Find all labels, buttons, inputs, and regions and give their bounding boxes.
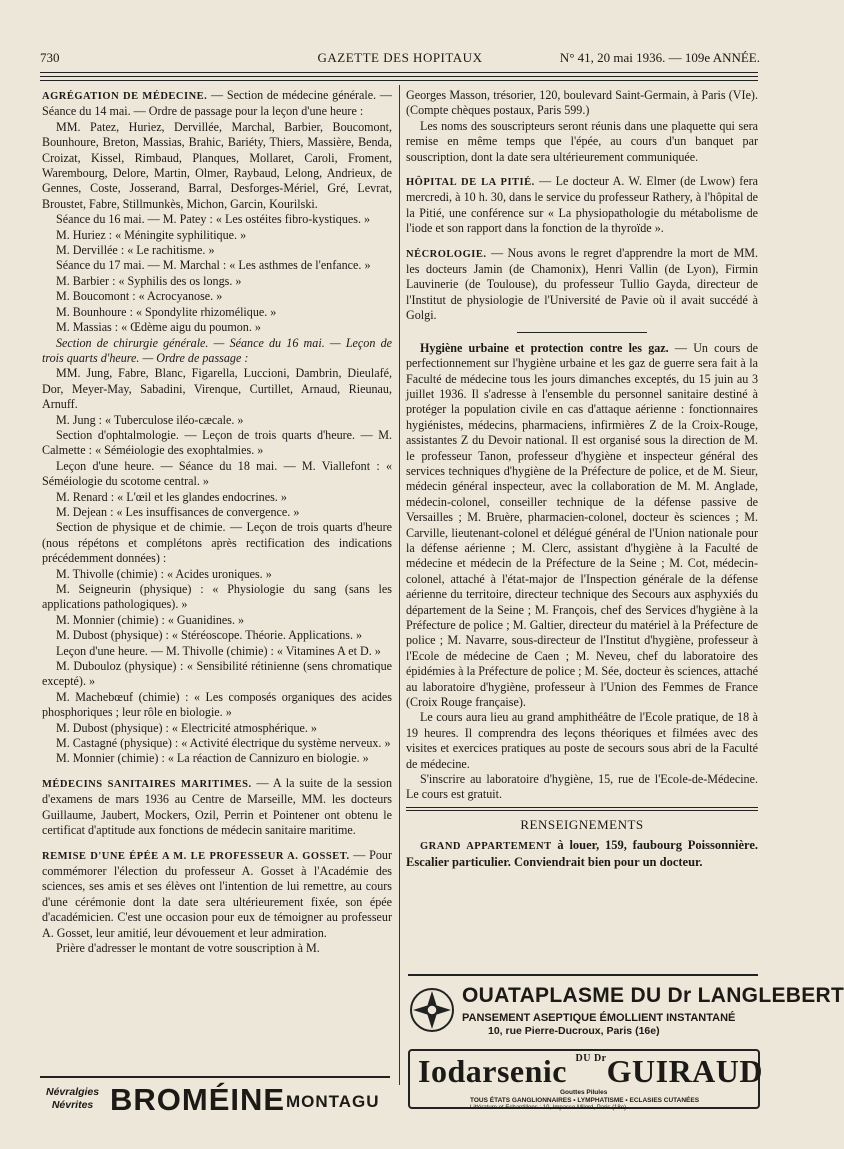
bromeine-rule <box>40 1076 390 1078</box>
agreg-line: Leçon d'une heure. — Séance du 18 mai. — M. Viallefont : « Séméiologie du scotome central. » <box>42 458 392 489</box>
remise-text-2: Prière d'adresser le montant de votre souscription à M. <box>56 940 320 955</box>
pitie-section <box>406 174 758 237</box>
iodarsenic-logo <box>418 1053 763 1090</box>
necrologie-section <box>406 246 758 324</box>
agregation-section <box>42 88 392 120</box>
agreg-line: M. Thivolle (chimie) : « Acides uroniques. » <box>56 566 272 581</box>
gosset-continued: Georges Masson, trésorier, 120, boulevard Saint-Germain, à Paris (VIe). (Compte chèques postaux, Paris 599.) <box>406 88 758 118</box>
agreg-line: M. Jung : « Tuberculose iléo-cæcale. » <box>56 412 244 427</box>
hygiene-heading: Hygiène urbaine et protection contre les gaz. <box>420 340 669 355</box>
agreg-line: Section de physique et de chimie. — Leçon de trois quarts d'heure (nous répétons et complétons après rectification des indications précédemment données) : <box>42 520 392 566</box>
agreg-line: M. Castagné (physique) : « Activité électrique du système nerveux. » <box>56 736 391 751</box>
agreg-line: Séance du 16 mai. — M. Patey : « Les ostéites fibro-kystiques. » <box>56 212 371 227</box>
left-column <box>42 88 392 956</box>
pitie-heading: HÔPITAL DE LA PITIÉ. <box>406 177 535 189</box>
ouataplasme-address: 10, rue Pierre-Ducroux, Paris (16e) <box>488 1025 660 1037</box>
right-column <box>406 88 758 870</box>
agreg-line: Leçon d'une heure. — M. Thivolle (chimie) : « Vitamines A et D. » <box>56 643 381 658</box>
appartement-heading: GRAND APPARTEMENT <box>420 841 552 853</box>
bromeine-ad <box>40 1082 390 1122</box>
gosset-souscripteurs: Les noms des souscripteurs seront réunis dans une plaquette qui sera remise en même temps que l'épée, au cours d'un banquet par souscription, dont la date sera ultérieurement communiquée. <box>406 118 758 164</box>
appartement-ad <box>406 838 758 870</box>
remise-text: — Pour commémorer l'élection du professeur A. Gosset à l'Académie des sciences, ses amis et ses élèves ont l'intention de lui remettre, au cours d'une cérémonie dont la date sera ultérieurement fixée, son épée d'académicien. C'est une occasion pour eux de témoigner au professeur A. Gosset, leur amitié, leur dévouement et leur admiration. <box>42 847 392 940</box>
hygiene-text-3: S'inscrire au laboratoire d'hygiène, 15, rue de l'Ecole-de-Médecine. Le cours est gratuit. <box>406 772 758 802</box>
agreg-line: M. Barbier : « Syphilis des os longs. » <box>56 273 242 288</box>
renseignements-rule-2 <box>406 810 758 811</box>
pitie-text: — Le docteur A. W. Elmer (de Lwow) fera mercredi, à 10 h. 30, dans le service du professeur Rathery, à l'hôpital de la Pitié, une conférence sur « La physiopathologie du métabolisme de l'iode et son rapport dans la fonction de la thyroïde ». <box>406 174 758 236</box>
ouataplasme-subtitle: PANSEMENT ASEPTIQUE ÉMOLLIENT INSTANTANÉ <box>462 1012 736 1024</box>
agreg-line: M. Massias : « Œdème aigu du poumon. » <box>56 320 261 335</box>
page-number: 730 <box>40 50 60 65</box>
agregation-heading: AGRÉGATION DE MÉDECINE. <box>42 91 208 102</box>
iodarsenic-address: Littérature et Echantillons : 10, Impasse Milord, Paris (18e) <box>470 1105 627 1111</box>
ouataplasme-title: OUATAPLASME DU Dr LANGLEBERT <box>462 984 844 1007</box>
section-divider <box>517 332 647 333</box>
hygiene-section <box>406 341 758 711</box>
bromeine-name: BROMÉINE <box>110 1082 286 1117</box>
agregation-intro: — Section de médecine générale. — Séance du 14 mai. — Ordre de passage pour la leçon d'une heure : <box>42 88 392 119</box>
agreg-line: M. Monnier (chimie) : « Guanidines. » <box>56 612 245 627</box>
agreg-line: M. Dervillée : « Le rachitisme. » <box>56 243 215 258</box>
header-rule-bottom <box>40 76 758 77</box>
appartement-text: à louer, 159, faubourg Poissonnière. Escalier particulier. Conviendrait bien pour un docteur. <box>406 838 758 869</box>
hygiene-text: — Un cours de perfectionnement sur l'hygiène urbaine et les gaz de guerre sera fait à la Faculté de médecine tous les jours dimanches exceptés, du 15 juin au 3 juillet 1936. Il s'adresse à l'ensemble du personnel sanitaire destiné à protéger la population civile en cas d'attaque aérienne : fonctionnaires hygiénistes, médecins, pharmaciens, infirmières Z de la Croix-Rouge, assistantes Z du Devoir national. Il est organisé sous la direction de M. le professeur Tanon, professeur d'hygiène et inspecteur général des services techniques d'hygiène de la Préfecture de police, et de M. Sieur, médecin général inspecteur, avec la collaboration de M. M. Anglade, médecin-colonel, conseiller technique de la défense passive de Versailles ; M. Bruère, pharmacien-colonel, docteur ès sciences ; M. Carville, lieutenant-colonel et délégué général de l'Union nationale pour la défense aérienne ; M. Clerc, assistant d'hygiène à la Faculté de médecine et médecin de la Préfecture de la Seine ; M. Cot, médecin-colonel, attaché à l'état-major de l'Inspection générale de la défense aérienne du territoire, directeur technique des Secours aux asphyxiés du département de la Seine ; M. François, chef des Services d'hygiène à la Préfecture de police ; M. Galtier, directeur du matériel à la Préfecture de police ; M. Navarre, sous-directeur de l'Institut d'hygiène, professeur à l'Ecole de médecine de Caen ; M. Neveu, chef du laboratoire des épidémies à la Préfecture de police ; M. Sée, docteur ès sciences, attaché au laboratoire d'hygiène, professeur à l'Union des Femmes de France (Croix Rouge française). <box>406 340 758 710</box>
issue-date: N° 41, 20 mai 1936. — 109e ANNÉE. <box>559 50 760 65</box>
necrologie-text: — Nous avons le regret d'apprendre la mort de MM. les docteurs Jamin (de Chamonix), Henri Vallin (de Lyon), Firmin Lauvinerie (de Toulouse), du professeur Tullio Gayda, directeur de l'Institut de physiologie de l'Université de Pavie où il avait succédé à Golgi. <box>406 245 758 323</box>
hygiene-text-2: Le cours aura lieu au grand amphithéâtre de l'Ecole pratique, de 18 à 19 heures. Il comprendra des leçons théoriques et filmées avec des visites et exercices pratiques au poste de secours sous abri de la Faculté de médecine. <box>406 710 758 771</box>
bromeine-indications <box>46 1086 99 1112</box>
ouataplasme-ad <box>408 978 844 1042</box>
iodarsenic-name: Iodarsenic <box>418 1053 567 1089</box>
agreg-line: M. Dejean : « Les insuffisances de convergence. » <box>56 504 300 519</box>
agreg-line: M. Boucomont : « Acrocyanose. » <box>56 289 223 304</box>
ouataplasme-logo-icon <box>408 986 456 1034</box>
journal-title: GAZETTE DES HOPITAUX <box>317 50 483 65</box>
medecins-heading: MÉDECINS SANITAIRES MARITIMES. <box>42 778 252 790</box>
iodarsenic-forms: Gouttes Pilules <box>560 1089 608 1096</box>
agreg-line: M. Renard : « L'œil et les glandes endocrines. » <box>56 489 287 504</box>
page-header <box>40 50 760 66</box>
agreg-line: Section de chirurgie générale. — Séance du 16 mai. — Leçon de trois quarts d'heure. — Ordre de passage : <box>42 335 392 365</box>
renseignements-rule-1 <box>406 807 758 808</box>
agreg-line: M. Machebœuf (chimie) : « Les composés organiques des acides phosphoriques ; leur rôle en biologie. » <box>42 689 392 720</box>
medecins-text: — A la suite de la session d'examens de mars 1936 au Centre de Marseille, MM. les docteurs Guillaume, Jaubert, Mockers, Ozil, Perrin et Pointener ont obtenu le certificat d'aptitude aux fonctions de médecin sanitaire maritime. <box>42 775 392 838</box>
iodarsenic-indications: TOUS ÉTATS GANGLIONNAIRES • LYMPHATISME • ECLASIES CUTANÉES <box>470 1097 700 1104</box>
renseignements-title: RENSEIGNEMENTS <box>520 816 644 832</box>
header-rule-third <box>40 80 758 81</box>
agreg-line: Section d'ophtalmologie. — Leçon de trois quarts d'heure. — M. Calmette : « Séméiologie des exophtalmies. » <box>42 427 392 458</box>
agreg-line: M. Dubouloz (physique) : « Sensibilité rétinienne (sens chromatique excepté). » <box>42 659 392 689</box>
agreg-line: M. Bounhoure : « Spondylite rhizomélique. » <box>56 304 277 319</box>
agreg-line: M. Huriez : « Méningite syphilitique. » <box>56 227 247 242</box>
nevrites-label: Névrites <box>51 1099 94 1111</box>
header-rule-top <box>40 72 758 73</box>
montagu-name: MONTAGU <box>286 1092 380 1111</box>
agreg-line: M. Dubost (physique) : « Electricité atmosphérique. » <box>56 720 317 735</box>
agreg-line: M. Dubost (physique) : « Stéréoscope. Théorie. Applications. » <box>56 628 363 643</box>
iodarsenic-du: DU Dr <box>575 1053 607 1064</box>
ad-rule <box>408 974 758 976</box>
remise-section <box>42 848 392 941</box>
iodarsenic-ad <box>408 1049 763 1111</box>
agreg-line: M. Monnier (chimie) : « La réaction de Cannizuro en biologie. » <box>56 751 369 766</box>
agreg-line: Séance du 17 mai. — M. Marchal : « Les asthmes de l'enfance. » <box>56 258 371 273</box>
agreg-line: M. Seigneurin (physique) : « Physiologie du sang (sans les applications pathologiques). » <box>42 582 392 612</box>
necrologie-heading: NÉCROLOGIE. <box>406 248 487 260</box>
agregation-list: MM. Patez, Huriez, Dervillée, Marchal, Barbier, Boucomont, Bounhoure, Breton, Massias, Brahic, Bariéty, Thiers, Massière, Benda, Croizat, Kissel, Rimbaud, Planques, Mollaret, Caroli, Froment, Warembourg, Delore, Martin, Olmer, Raybaud, Lelong, Andrieux, de Gennes, Coste, Josserand, Barral, Desforges-Mériel, Gré, Levrat, Broustet, Fabre, Stillmunkès, Michon, Garcin, Kourilski. <box>42 119 392 211</box>
iodarsenic-guiraud: GUIRAUD <box>606 1053 763 1089</box>
nevralgies-label: Névralgies <box>46 1086 100 1098</box>
column-divider <box>399 85 400 1085</box>
medecins-section <box>42 776 392 839</box>
agreg-line: MM. Jung, Fabre, Blanc, Figarella, Luccioni, Dambrin, Dieulafé, Dor, Meyer-May, Sabadini, Virenque, Curtillet, Arnaud, Rieunau, Arnuff. <box>42 366 392 412</box>
remise-heading: REMISE D'UNE ÉPÉE A M. LE PROFESSEUR A. GOSSET. <box>42 850 350 862</box>
